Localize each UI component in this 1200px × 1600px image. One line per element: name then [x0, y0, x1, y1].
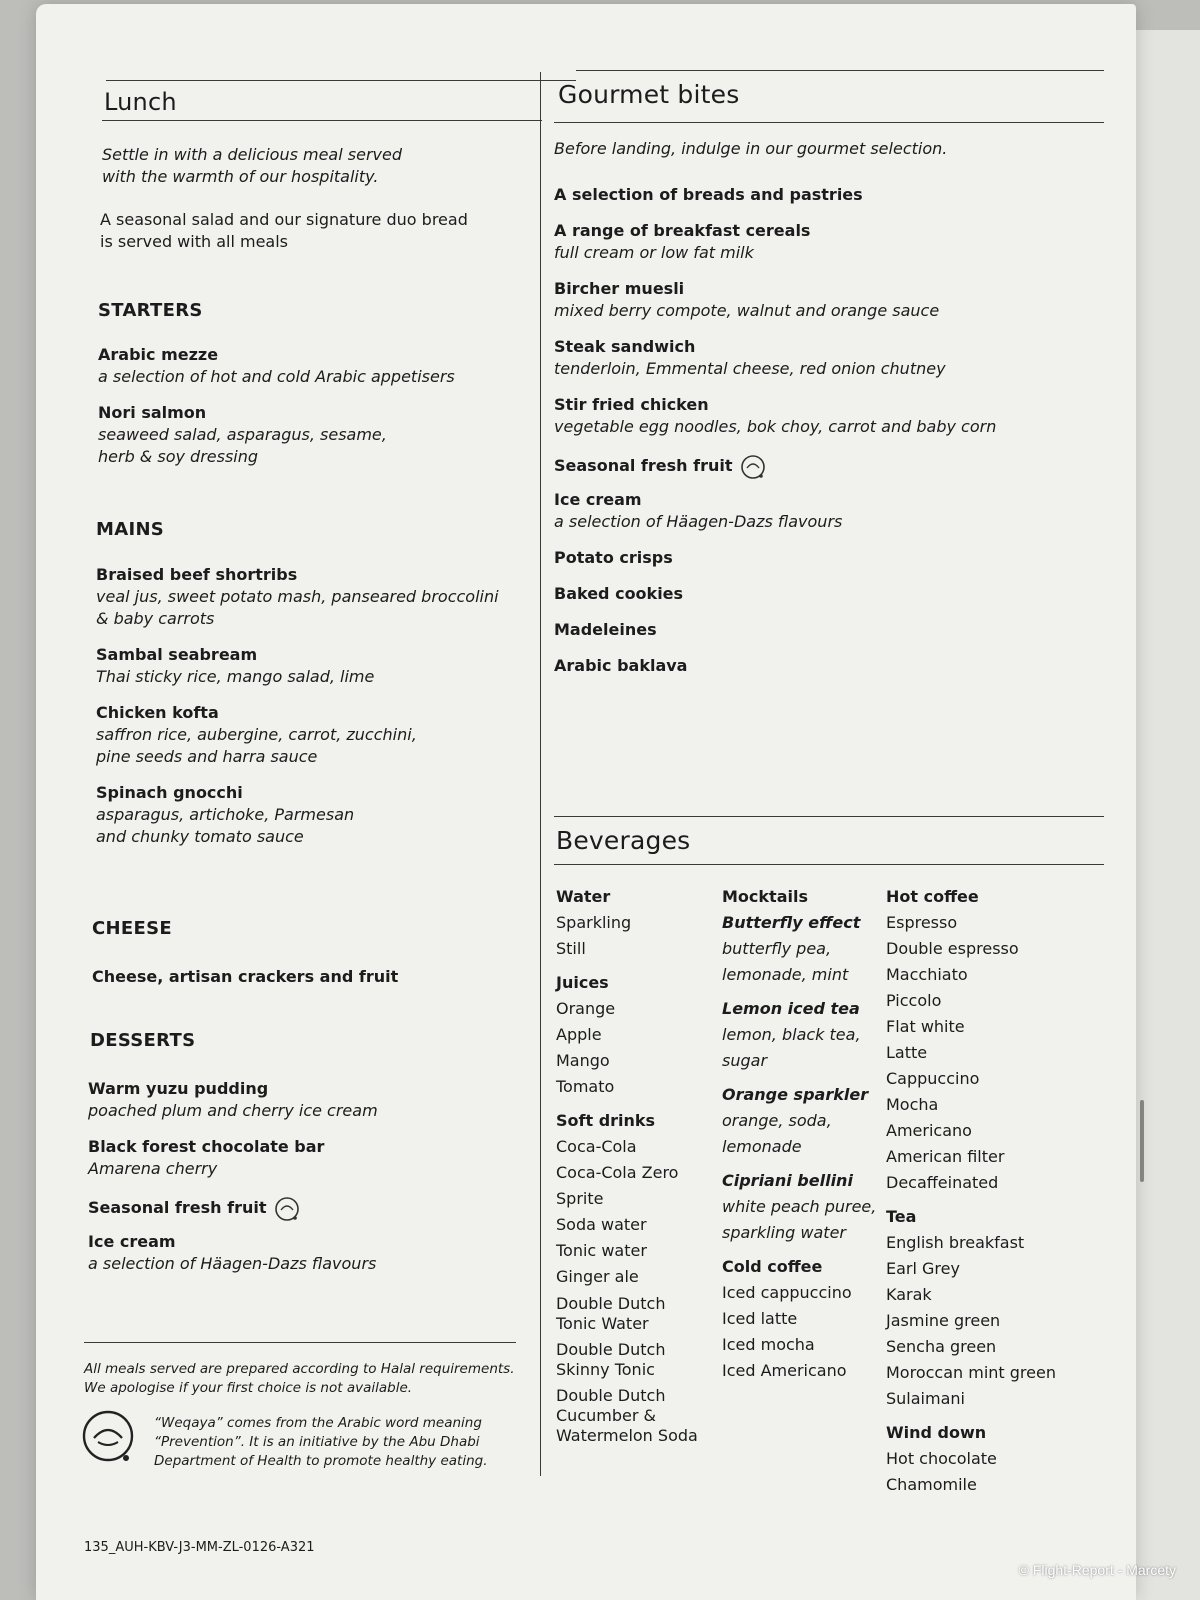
bev-item: Hot chocolate [886, 1449, 997, 1468]
gourmet-item-desc: vegetable egg noodles, bok choy, carrot and baby corn [554, 417, 997, 436]
gourmet-item-name: Potato crisps [554, 547, 673, 567]
desserts-list [88, 1078, 518, 1275]
bev-tea-heading: Tea [886, 1207, 917, 1226]
dessert-name: Ice cream [88, 1231, 176, 1251]
bev-col-2 [722, 884, 892, 1384]
dessert-name: Warm yuzu pudding [88, 1079, 269, 1098]
top-rule-left [106, 80, 576, 81]
main-name: Spinach gnocchi [96, 783, 243, 802]
bev-item: Coca-Cola [556, 1137, 637, 1156]
bev-item: Decaffeinated [886, 1173, 999, 1192]
lunch-title: Lunch [104, 88, 177, 116]
lunch-intro: Settle in with a delicious meal served with the warmth of our hospitality. [102, 145, 402, 186]
bev-item: Double Dutch Skinny Tonic [556, 1340, 666, 1379]
bev-hot-coffee-heading: Hot coffee [886, 887, 979, 906]
bev-cold-coffee-heading: Cold coffee [722, 1257, 823, 1276]
gourmet-list [554, 184, 1094, 677]
bev-water-heading: Water [556, 887, 611, 906]
lunch-title-rule [102, 120, 542, 121]
bev-item: Iced cappuccino [722, 1283, 852, 1302]
top-rule-right [576, 70, 1104, 71]
bev-item: Jasmine green [886, 1311, 1001, 1330]
bev-item: Sencha green [886, 1337, 997, 1356]
main-desc: asparagus, artichoke, Parmesan and chunky tomato sauce [96, 805, 355, 846]
weqaya-icon [739, 453, 767, 481]
gourmet-item-name: A selection of breads and pastries [554, 185, 863, 204]
gourmet-item-name: A range of breakfast cereals [554, 221, 811, 240]
dessert-desc: a selection of Häagen-Dazs flavours [88, 1253, 377, 1273]
mains-list [96, 564, 526, 848]
photo-watermark: © Flight-Report - Marcety [1018, 1562, 1176, 1578]
bev-item: English breakfast [886, 1233, 1025, 1252]
menu-code: 135_AUH-KBV-J3-MM-ZL-0126-A321 [84, 1540, 315, 1555]
dessert-fresh-fruit [88, 1194, 518, 1223]
bev-item: Iced mocha [722, 1335, 815, 1354]
bev-item: Iced Americano [722, 1361, 847, 1380]
dessert-desc: poached plum and cherry ice cream [88, 1101, 378, 1120]
bev-item: Americano [886, 1121, 972, 1140]
mocktail-desc: butterfly pea, lemonade, mint [722, 939, 849, 984]
bev-item: Earl Grey [886, 1259, 960, 1278]
weqaya-icon [273, 1195, 301, 1223]
starter-name: Arabic mezze [98, 345, 219, 364]
bev-item: Flat white [886, 1017, 965, 1036]
beverages-title-rule [554, 864, 1104, 865]
gourmet-intro: Before landing, indulge in our gourmet selection. [554, 139, 948, 158]
gourmet-item-name: Stir fried chicken [554, 395, 709, 414]
column-divider [540, 72, 541, 1476]
starters-heading: STARTERS [98, 300, 203, 321]
gourmet-title: Gourmet bites [558, 80, 740, 109]
bev-item: Mocha [886, 1095, 939, 1114]
bev-item: Coca-Cola Zero [556, 1163, 679, 1182]
bev-item: Still [556, 939, 586, 958]
gourmet-item-name: Baked cookies [554, 583, 684, 603]
gourmet-item-desc: full cream or low fat milk [554, 243, 754, 262]
bev-item: Sprite [556, 1189, 604, 1208]
bev-item: Karak [886, 1285, 932, 1304]
bev-col-1 [556, 884, 716, 1446]
bev-item: American filter [886, 1147, 1005, 1166]
bev-item: Cappuccino [886, 1069, 980, 1088]
gourmet-fresh-fruit [554, 452, 1094, 481]
bev-item: Espresso [886, 913, 958, 932]
bev-item: Tomato [556, 1077, 615, 1096]
cheese-item: Cheese, artisan crackers and fruit [92, 967, 399, 986]
bev-soft-heading: Soft drinks [556, 1111, 656, 1130]
bev-item: Tonic water [556, 1241, 647, 1260]
mains-heading: MAINS [96, 519, 165, 540]
menu-page [36, 4, 1136, 1600]
main-name: Chicken kofta [96, 703, 219, 722]
bev-item: Moroccan mint green [886, 1363, 1056, 1382]
gourmet-item-name: Steak sandwich [554, 337, 696, 356]
bev-item: Piccolo [886, 991, 942, 1010]
bev-item: Macchiato [886, 965, 968, 984]
starter-desc: seaweed salad, asparagus, sesame, herb & soy dressing [98, 425, 387, 466]
gourmet-item-name: Ice cream [554, 489, 642, 509]
cheese-heading: CHEESE [92, 918, 172, 939]
starter-name: Nori salmon [98, 403, 207, 422]
dessert-name: Black forest chocolate bar [88, 1137, 325, 1156]
beverages-top-rule [554, 816, 1104, 817]
bev-item: Mango [556, 1051, 610, 1070]
gourmet-item-desc: mixed berry compote, walnut and orange sauce [554, 301, 940, 320]
bev-item: Ginger ale [556, 1267, 639, 1286]
weqaya-logo-icon [80, 1408, 136, 1464]
weqaya-note: “Weqaya” comes from the Arabic word meaning “Prevention”. It is an initiative by the Abu Dhabi Department of Health to promote healthy eating. [154, 1415, 488, 1469]
bev-col-3 [886, 884, 1086, 1498]
lunch-bread-note: A seasonal salad and our signature duo bread is served with all meals [100, 210, 468, 251]
beverages-title: Beverages [556, 826, 691, 855]
mocktail-desc: white peach puree, sparkling water [722, 1197, 877, 1242]
mocktail-desc: lemon, black tea, sugar [722, 1025, 861, 1070]
bev-item: Double Dutch Tonic Water [556, 1294, 666, 1333]
dessert-name: Seasonal fresh fruit [88, 1198, 267, 1217]
starters-list [98, 344, 518, 468]
bev-item: Soda water [556, 1215, 647, 1234]
gourmet-title-rule [554, 122, 1104, 123]
desserts-heading: DESSERTS [90, 1030, 196, 1051]
main-name: Braised beef shortribs [96, 565, 298, 584]
mocktail-name: Lemon iced tea [722, 999, 860, 1018]
bev-item: Iced latte [722, 1309, 798, 1328]
main-desc: saffron rice, aubergine, carrot, zucchini, pine seeds and harra sauce [96, 725, 417, 766]
gourmet-item-desc: a selection of Häagen-Dazs flavours [554, 511, 843, 531]
bev-item: Apple [556, 1025, 602, 1044]
main-desc: Thai sticky rice, mango salad, lime [96, 667, 375, 686]
gourmet-item-name: Madeleines [554, 619, 657, 639]
gourmet-item-name: Arabic baklava [554, 655, 688, 675]
bev-item: Sulaimani [886, 1389, 965, 1408]
gourmet-item-desc: tenderloin, Emmental cheese, red onion chutney [554, 359, 946, 378]
bev-item: Chamomile [886, 1475, 977, 1494]
bev-item: Double Dutch Cucumber & Watermelon Soda [556, 1386, 698, 1445]
bev-juices-heading: Juices [556, 973, 609, 992]
starter-desc: a selection of hot and cold Arabic appetisers [98, 367, 455, 386]
bev-item: Latte [886, 1043, 928, 1062]
dessert-desc: Amarena cherry [88, 1159, 218, 1178]
footer-rule [84, 1342, 516, 1343]
main-desc: veal jus, sweet potato mash, panseared broccolini & baby carrots [96, 587, 499, 628]
staple-bottom [1140, 1100, 1144, 1182]
gourmet-item-name: Bircher muesli [554, 279, 685, 298]
halal-note: All meals served are prepared according to Halal requirements. We apologise if your first choice is not available. [84, 1361, 515, 1396]
bev-mocktails-heading: Mocktails [722, 887, 808, 906]
main-name: Sambal seabream [96, 645, 258, 664]
mocktail-name: Cipriani bellini [722, 1171, 853, 1190]
gourmet-item-name: Seasonal fresh fruit [554, 456, 733, 475]
mocktail-name: Butterfly effect [722, 913, 861, 932]
mocktail-name: Orange sparkler [722, 1085, 869, 1104]
bev-item: Double espresso [886, 939, 1019, 958]
bev-wind-down-heading: Wind down [886, 1423, 987, 1442]
bev-item: Sparkling [556, 913, 632, 932]
mocktail-desc: orange, soda, lemonade [722, 1111, 832, 1156]
bev-item: Orange [556, 999, 616, 1018]
